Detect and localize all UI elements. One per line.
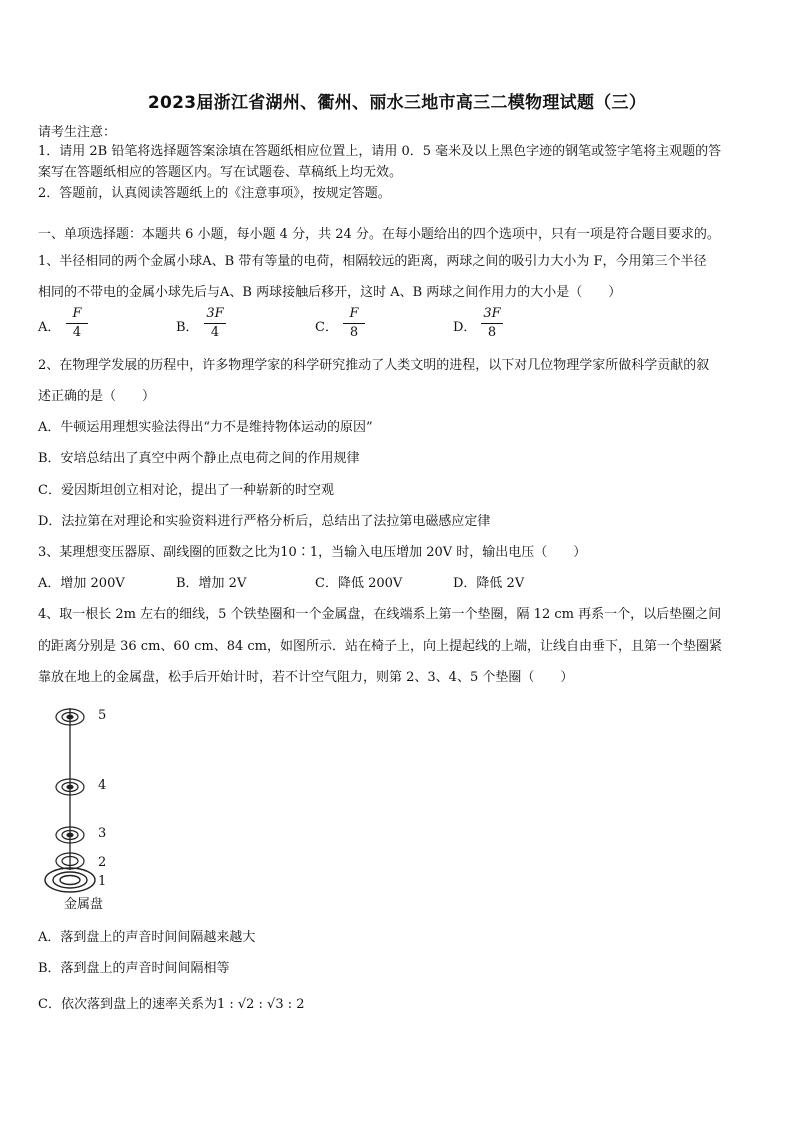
numerator: 3F [483,306,501,321]
notice-item-1-line-2: 案写在答题纸相应的答题区内。写在试题卷、草稿纸上均无效。 [38,165,403,180]
numerator: 3F [206,306,224,321]
page-title: 2023届浙江省湖州、衢州、丽水三地市高三二模物理试题（三） [147,93,647,113]
numerator: F [72,306,82,321]
question-2-option-c[interactable]: C．爱因斯坦创立相对论，提出了一种崭新的时空观 [38,483,334,498]
fraction-bar [66,323,88,324]
question-2-option-b[interactable]: B．安培总结出了真空中两个静止点电荷之间的作用规律 [38,451,360,466]
question-3-option-b[interactable]: B．增加 2V [176,576,247,591]
question-3-option-a[interactable]: A．增加 200V [38,576,125,591]
washer-label-4: 4 [98,778,107,793]
fraction-bar [204,323,226,324]
fraction [66,306,88,341]
washer-label-2: 2 [98,855,107,870]
question-1-line-2: 相同的不带电的金属小球先后与A、B 两球接触后移开，这时 A、B 两球之间作用力的大小是（ ） [38,285,622,300]
question-2-line-2: 述正确的是（ ） [38,389,156,404]
notice-item-1-line-1: 1．请用 2B 铅笔将选择题答案涂填在答题纸相应位置上，请用 0．5 毫米及以上黑色字迹的钢笔或签字笔将主观题的答 [38,144,722,159]
question-1-line-1: 1、半径相同的两个金属小球A、B 带有等量的电荷，相隔较远的距离，两球之间的吸引力大小为 F，今用第三个半径 [38,254,707,269]
question-1-options [38,306,758,346]
denominator: 4 [72,325,82,340]
fraction-bar [481,323,503,324]
option-label: C． [315,320,338,335]
question-4-option-b[interactable]: B．落到盘上的声音时间间隔相等 [38,961,230,976]
fraction [481,306,503,341]
fraction-bar [343,323,365,324]
washer-string-figure [40,700,150,915]
question-2-line-1: 2、在物理学发展的历程中，许多物理学家的科学研究推动了人类文明的进程，以下对几位物理学家所做科学贡献的叙 [38,358,710,373]
metal-plate-label: 金属盘 [64,897,104,912]
question-3-option-d[interactable]: D．降低 2V [453,576,525,591]
numerator: F [349,306,359,321]
notice-item-2: 2．答题前，认真阅读答题纸上的《注意事项》，按规定答题。 [38,186,391,201]
question-4-option-c[interactable]: C．依次落到盘上的速率关系为1 : √2 : √3 : 2 [38,997,305,1012]
washer-label-1: 1 [98,874,107,889]
denominator: 8 [487,325,497,340]
section-heading: 一、单项选择题：本题共 6 小题，每小题 4 分，共 24 分。在每小题给出的四个选项中，只有一项是符合题目要求的。 [38,227,720,242]
option-label: B． [176,320,199,335]
washer-label-5: 5 [98,708,107,723]
option-label: A． [38,320,61,335]
question-4-line-1: 4、取一根长 2m 左右的细线，5 个铁垫圈和一个金属盘，在线端系上第一个垫圈，隔 12 cm 再系一个，以后垫圈之间 [38,607,722,622]
washer-diagram [40,700,150,915]
denominator: 8 [349,325,359,340]
metal-plate-with-washer-1 [45,868,95,892]
question-4-line-3: 靠放在地上的金属盘，松手后开始计时，若不计空气阻力，则第 2、3、4、5 个垫圈（ ） [38,670,574,685]
fraction [204,306,226,341]
option-label: D． [453,320,477,335]
question-2-option-a[interactable]: A．牛顿运用理想实验法得出“力不是维持物体运动的原因” [38,420,373,435]
notice-heading: 请考生注意： [38,125,117,140]
question-2-option-d[interactable]: D．法拉第在对理论和实验资料进行严格分析后，总结出了法拉第电磁感应定律 [38,514,491,529]
washer-label-3: 3 [98,826,107,841]
question-4-option-a[interactable]: A．落到盘上的声音时间间隔越来越大 [38,930,256,945]
fraction [343,306,365,341]
denominator: 4 [210,325,220,340]
question-3-option-c[interactable]: C．降低 200V [315,576,403,591]
question-3-line-1: 3、某理想变压器原、副线圈的匝数之比为10∶1，当输入电压增加 20V 时，输出电压（ ） [38,545,587,560]
question-4-line-2: 的距离分别是 36 cm、60 cm、84 cm，如图所示．站在椅子上，向上提起线的上端，让线自由垂下，且第一个垫圈紧 [38,639,722,654]
